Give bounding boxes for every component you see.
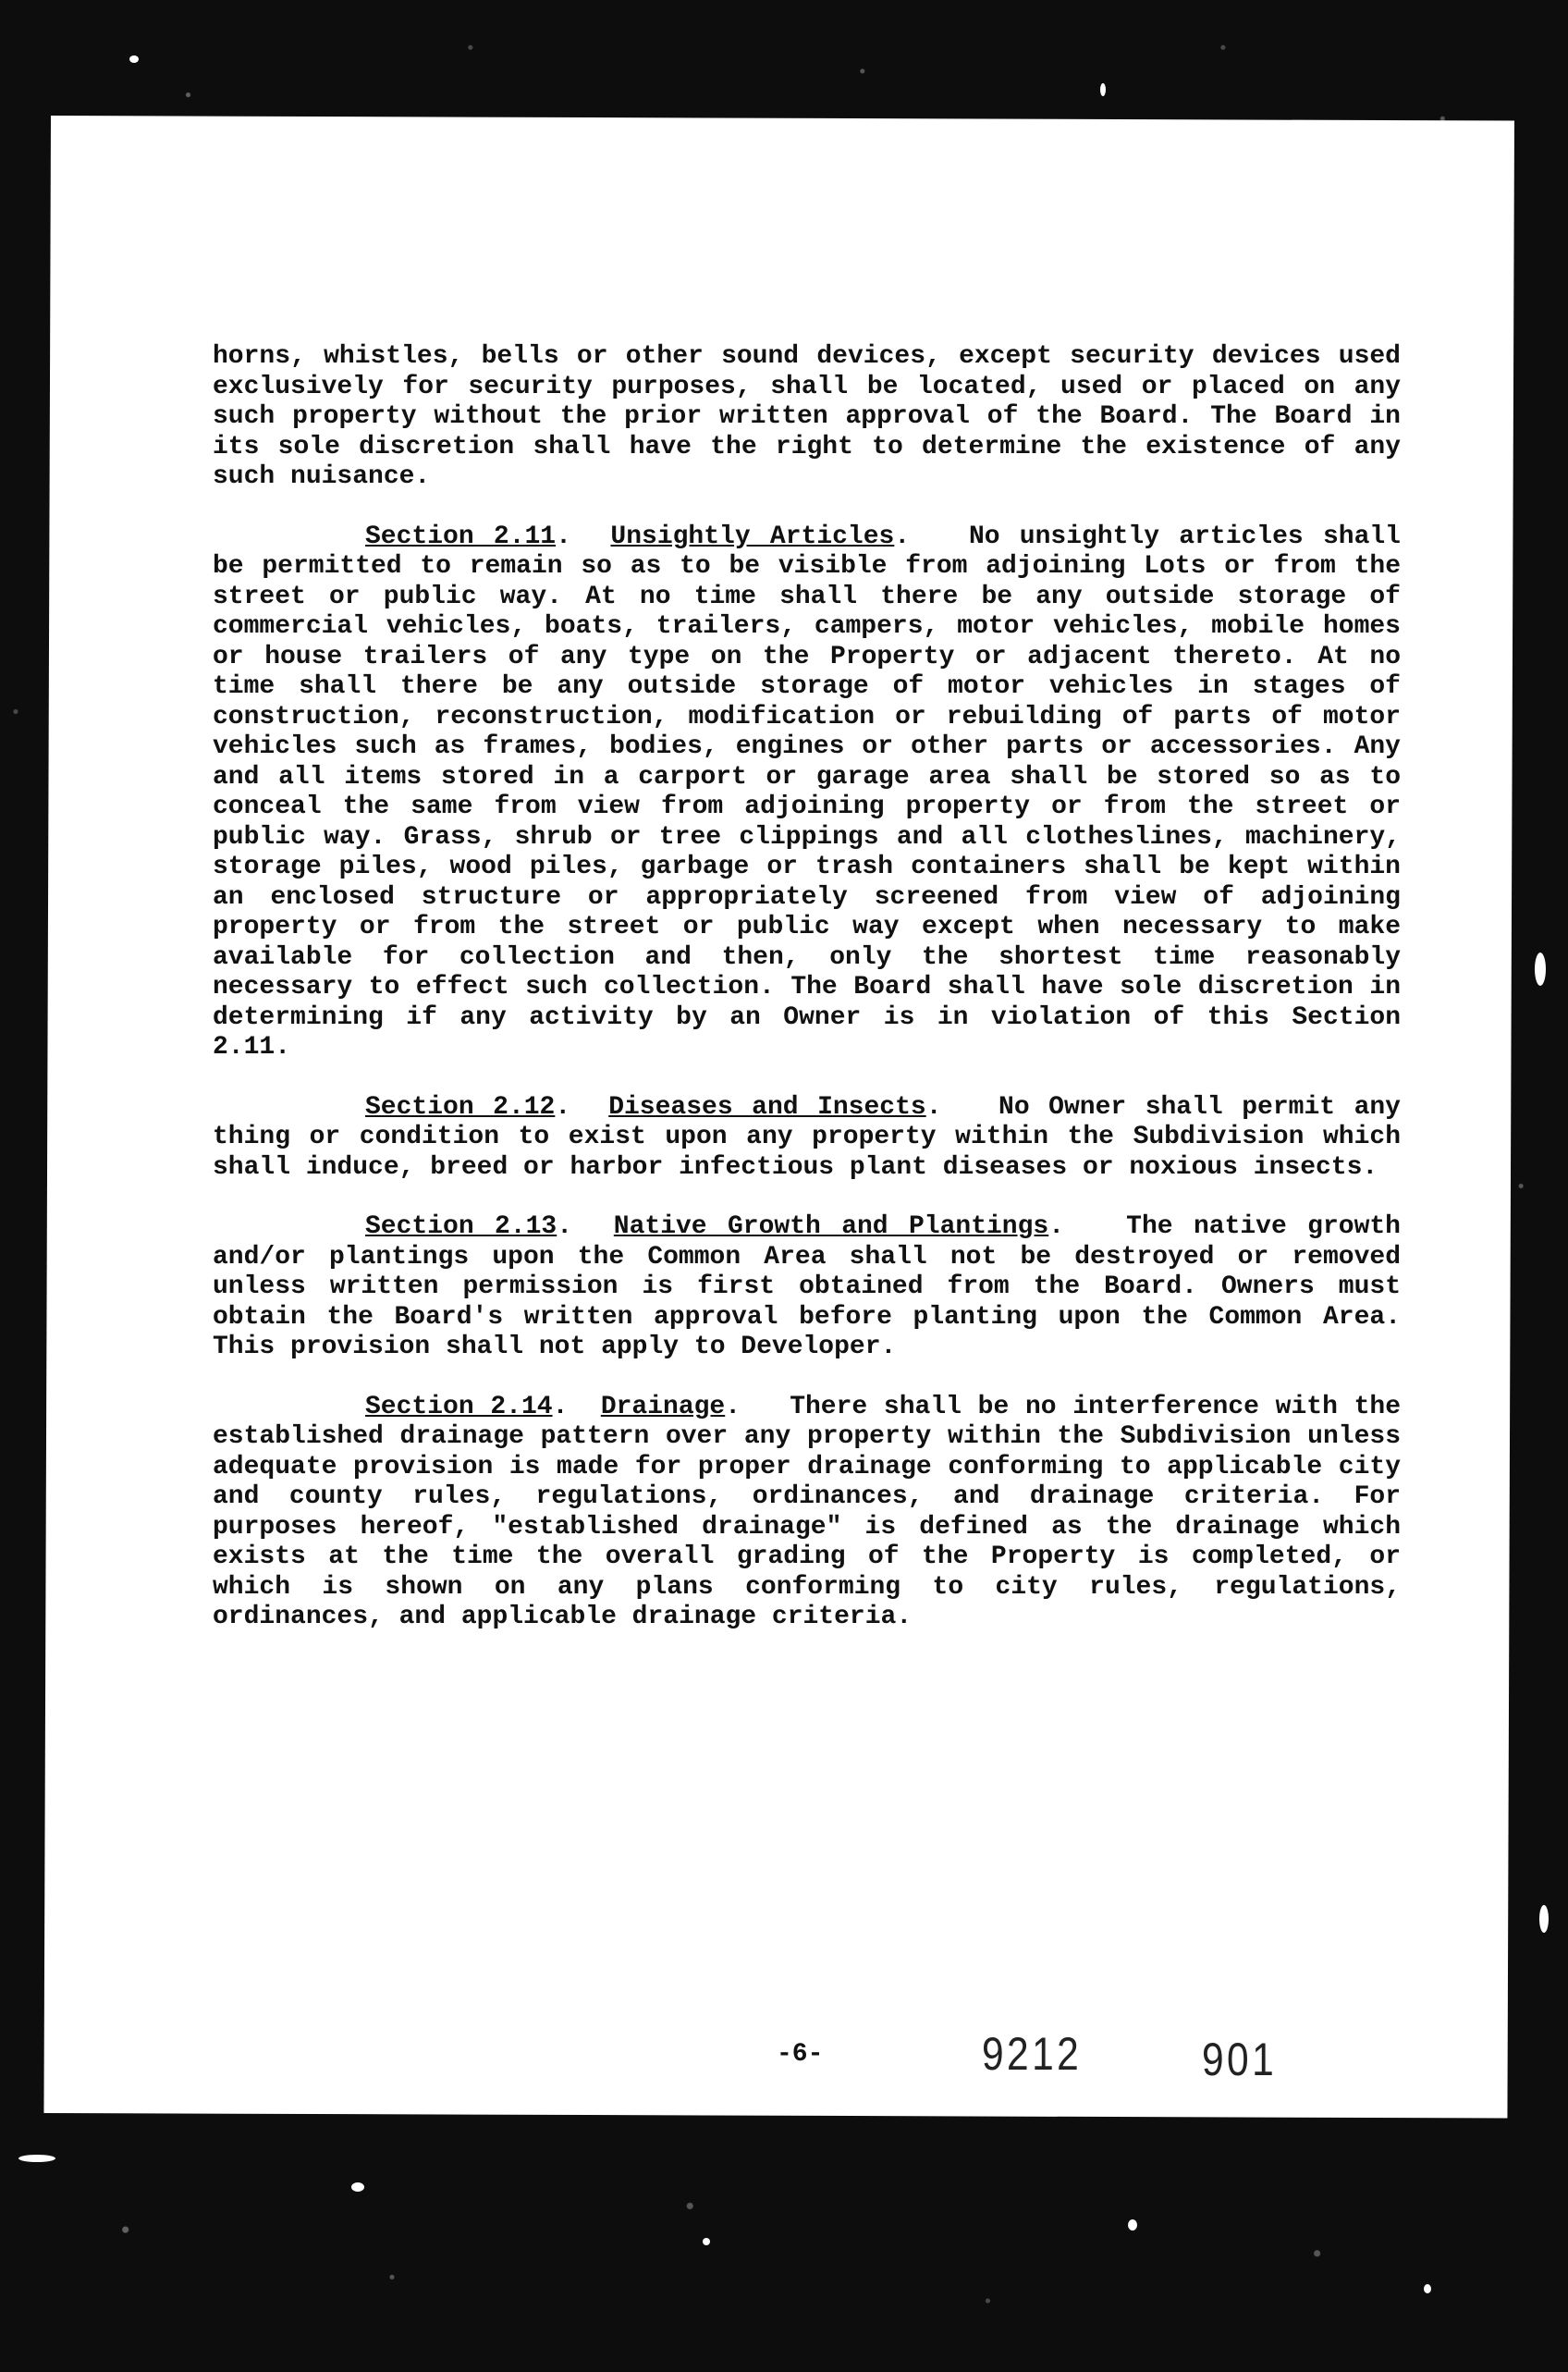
scan-speck <box>1100 83 1106 96</box>
scan-speck <box>703 2238 710 2245</box>
section-number: Section 2.13 <box>365 1212 557 1241</box>
section-title: Native Growth and Plantings <box>613 1212 1049 1241</box>
scan-speck <box>1128 2219 1137 2231</box>
paragraph-nuisance-continuation <box>213 342 1401 493</box>
section-2-13: Section 2.13. Native Growth and Plantings. The native growth and/or plantings upon the Common Area shall not be destroyed or removed unless written permission is first obtained from the Board. Owners must obtain the Board's written approval before planting upon the Common Area. This provision shall not apply to Developer. <box>213 1212 1401 1361</box>
scan-speck <box>129 55 139 63</box>
section-number: Section 2.12 <box>365 1092 556 1122</box>
section-number: Section 2.11 <box>365 522 557 551</box>
section-text: No unsightly articles shall be permitted to remain so as to be visible from adjoining Lots or from the street or public way. At no time shall there be any outside storage of commercial vehicles, boats, trailers, campers, motor vehicles, mobile homes or house trailers of any type on the Property or adjacent thereto. At no time shall there be any outside storage of motor vehicles in stages of construction, reconstruction, modification or rebuilding of parts of motor vehicles such as frames, bodies, engines or other parts or accessories. Any and all items stored in a carport or garage area shall be stored so as to conceal the same from view from adjoining property or from the street or public way. Grass, shrub or tree clippings and all clotheslines, machinery, storage piles, wood piles, garbage or trash containers shall be kept within an enclosed structure or appropriately screened from view of adjoining property or from the street or public way except when necessary to make available for collection and then, only the shortest time reasonably necessary to effect such collection. The Board shall have sole discretion in determining if any activity by an Owner is in violation of this Section 2.11. <box>213 522 1401 1062</box>
scan-speck <box>1424 2284 1431 2293</box>
section-title: Diseases and Insects <box>608 1092 926 1122</box>
section-number: Section 2.14 <box>365 1392 553 1421</box>
section-2-11: Section 2.11. Unsightly Articles. No unsightly articles shall be permitted to remain so as to be visible from adjoining Lots or from the street or public way. At no time shall there be any outside storage of commercial vehicles, boats, trailers, campers, motor vehicles, mobile homes or house trailers of any type on the Property or adjacent thereto. At no time shall there be any outside storage of motor vehicles in stages of construction, reconstruction, modification or rebuilding of parts of motor vehicles such as frames, bodies, engines or other parts or accessories. Any and all items stored in a carport or garage area shall be stored so as to conceal the same from view from adjoining property or from the street or public way. Grass, shrub or tree clippings and all clotheslines, machinery, storage piles, wood piles, garbage or trash containers shall be kept within an enclosed structure or appropriately screened from view of adjoining property or from the street or public way except when necessary to make available for collection and then, only the shortest time reasonably necessary to effect such collection. The Board shall have sole discretion in determining if any activity by an Owner is in violation of this Section 2.11. <box>213 522 1401 1062</box>
page-number: -6- <box>777 2040 824 2069</box>
section-2-14: Section 2.14. Drainage. There shall be no interference with the established drainage pattern over any property within the Subdivision unless adequate provision is made for proper drainage conforming to applicable city and county rules, regulations, ordinances, and drainage criteria. For purposes hereof, "established drainage" is defined as the drainage which exists at the time the overall grading of the Property is completed, or which is shown on any plans conforming to city rules, regulations, ordinances, and applicable drainage criteria. <box>213 1392 1402 1631</box>
recording-stamp-book: 9212 <box>982 2028 1083 2080</box>
section-title: Drainage <box>600 1392 726 1421</box>
section-text: There shall be no interference with the established drainage pattern over any property within the Subdivision unless adequate provision is made for proper drainage conforming to applicable city and county rules, regulations, ordinances, and drainage criteria. For purposes hereof, "established drainage" is defined as the drainage which exists at the time the overall grading of the Property is completed, or which is shown on any plans conforming to city rules, regulations, ordinances, and applicable drainage criteria. <box>213 1392 1402 1631</box>
page-footer <box>0 2028 1568 2088</box>
scan-speck <box>351 2182 364 2192</box>
paragraph-text: horns, whistles, bells or other sound devices, except security devices used exclusively for security purposes, shall be located, used or placed on any such property without the prior written approval of the Board. The Board in its sole discretion shall have the right to determine the existence of any such nuisance. <box>213 342 1401 491</box>
scan-speck <box>1539 1905 1549 1933</box>
section-title: Unsightly Articles <box>610 522 895 551</box>
scan-speck <box>18 2155 55 2162</box>
document-body <box>213 342 1401 1663</box>
scan-speck <box>1535 952 1546 986</box>
section-text: No Owner shall permit any thing or condition to exist upon any property within the Subdivision which shall induce, breed or harbor infectious plant diseases or noxious insects. <box>213 1092 1401 1182</box>
recording-stamp-page: 901 <box>1202 2034 1278 2085</box>
section-text: The native growth and/or plantings upon the Common Area shall not be destroyed or removed unless written permission is first obtained from the Board. Owners must obtain the Board's written approval before planting upon the Common Area. This provision shall not apply to Developer. <box>213 1212 1401 1361</box>
section-2-12: Section 2.12. Diseases and Insects. No Owner shall permit any thing or condition to exist upon any property within the Subdivision which shall induce, breed or harbor infectious plant diseases or noxious insects. <box>213 1092 1401 1182</box>
